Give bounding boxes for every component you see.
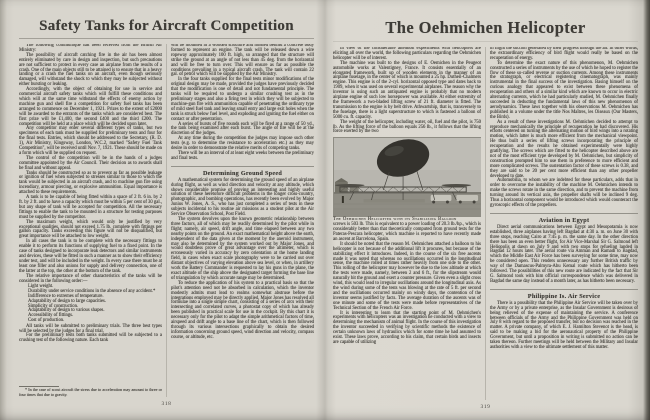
paragraph: The system devolves upon the known geometric relationship between three factors, all of which may be readily determined by the pilot while in flight; namely, air speed, drift angle, and time elapsed between any two nearby points on the ground. An exact mathematical height above the earth, independent of the data given at the moment by the aneroid instrument, may also be determined by the system worked out by Major Jones, and would doubtless prove of great advantage over the altimeter, which is erroneously varied in accuracy by zero orientation at the home landing field, in cases when exact scale photography were to be carried out over distant objectives of varying elevation above sea level, or when, in artillery work the Battery Commander is requested to lay his guns in the plane, the exact altitude of the ship above the designated target forming the base line of triangulation by which accurate range may be determined. xyxy=(171,217,314,281)
left-page-columns xyxy=(19,44,314,397)
paragraph: A series of bursts of five rounds each will be fired at a range of 50 yd., the tank being examined after each burst. The angle of fire will be at the discretion of the judges. xyxy=(171,121,314,137)
paragraph: Accessibility of fittings. xyxy=(28,313,74,319)
subheading-determining-ground-speed: Determining Ground Speed xyxy=(202,169,283,177)
paragraph: At any time during the competition the judges may impose such other tests (e.g. to determine the resistance to acceleration etc.) as they may desire in order to demonstrate the relative merits of competing tanks. xyxy=(171,136,314,152)
section-philippine-air-service xyxy=(490,289,638,300)
paragraph-continuation xyxy=(333,223,481,243)
paragraph: For the preliminary tests both tanks submitted will be subjected to a crushing test of the following nature. Each tank xyxy=(19,333,162,344)
paragraph-group xyxy=(19,325,162,345)
paragraph: As a result of these investigations M. Oehmichen decided to attempt to reproduce mechanically the principle of recuperation he had discovered. His efforts centered on turning the alternating motion of bird wings into a rotating motion, which latter is much more efficient from the mechanical viewpoint. He thus built a series of lifting screws incorporating the principle of recuperation and the results he obtained experimentally were highly gratifying. The screws which are fitted to the helicopter described above are not of the most efficient type developed by M. Oehmichen, but simplicity of construction prompted him to use them in preference to more efficient and more complicated screws. The sustentation factor of these screws is 0.38, and they are said to be 20 per cent more efficient than any other propeller developed to date. xyxy=(490,119,638,179)
paragraph-group xyxy=(490,62,638,209)
paragraph-continuation xyxy=(490,47,638,62)
paragraph-group xyxy=(333,47,481,135)
paragraph: In the four tanks supplied for the final tests minor modifications of the original design may be made, provided the judges have previously decided that the modification is one of detail and not fundamental principle. The tanks will be required to undergo a similar crushing test as in the preliminary stages and also a firing test in which they will be subjected to machine-gun fire with ammunition capable of penetrating the ordinary type of mild steel fuel tank and leaving small entry and large exit holes when the tank is struck below fuel level, and exploding and igniting the fuel either on contact or after penetration. xyxy=(171,77,314,122)
paragraph: will be mounted in a wooden structure and hoisted behind a concrete body formed to represent an engine. The tank will be released down a wire ropeway approximately 100 ft. high, so arranged that the structure will strike the ground at an angle of not less than 45 deg. from the horizontal and will be free to turn over. This will ensure as far as possible the conditions prevailing in a typical aircraft crash. The tank will contain 22 gal. of petrol which will be supplied by the Air Ministry. xyxy=(171,44,314,78)
section-determining-ground-speed xyxy=(171,166,314,177)
lifting-screw-right xyxy=(442,184,472,187)
paragraph: Automobilia, to whom we are indebted for these particulars, adds that in order to overcome the instability of the machine M. Oehmichen intends to make the screws rotate in the same direction, and to prevent the machine from turning around its vertical axis, the propeller shafts will be inclined 9 deg. Thus a horizontal component would be introduced which would counteract the gyroscopic effects of the propellers. xyxy=(490,178,638,208)
photo-person xyxy=(342,196,344,203)
page-right xyxy=(333,7,638,410)
lifting-screw-left xyxy=(335,184,365,187)
right-page-column-2 xyxy=(485,47,638,400)
paragraph: The relative importance of other characteristics of the tanks will be considered in the following order:— xyxy=(19,273,162,284)
title-rule xyxy=(333,41,638,42)
paragraph: A tank is to be capable of being fitted within a space of 2 ft. 6 in. by 2 ft. by 2 ft. and to have a capacity which must be within 5 per cent of 30 gal., but any shape of tank will be accepted for competition. All the necessary fittings to enable the tank to be mounted in a structure for testing purposes must be supplied by the competitor. xyxy=(19,195,162,220)
paragraph-continuation xyxy=(171,44,314,78)
subheading-philippine-air-service: Philippine Is. Air Service xyxy=(527,292,601,300)
paragraph: Accordingly, with the object of obtaining for use in service and commercial aircraft safety tanks which will fulfill these conditions and which will at the same time withstand the effects of enemy action by machine gun and shell fire a competition for safety fuel tanks has been arranged to commence on December 1, 1921. Prizes to the extent of £2000 will be awarded to the entrants of the tanks which are considered best. The first prize will be £1,400, the second £400 and the third £200. The competition will be held at a place which will be decided upon later. xyxy=(19,87,162,127)
paragraph: The possibility of aircraft catching fire in the air has been almost entirely eliminated by care in design and inspection, but such precautions are not sufficient to protect in every case an airplane from the results of a crash. One of the main objects still to be attained is to ensure that in a heavy landing or a crash the fuel tanks on an aircraft, even though seriously damaged, will withstand the shock to which they may be subjected without either bursting or leaking. xyxy=(19,52,162,88)
paragraph: There is a possibility that the Philippine Air Service will be taken over by the Army or by a private enterprise, as the Insular Government is desirous of being relieved of the expense of maintaining the service. A conference between officials of the Army and the Philippine Government was held on July 8 with regard to the proposed transfer, but no decision was reached in the matter. A private company, of which E. J. Hamilton Stevenot is the head, is said to be making a bid for the aeronautical property of the Philippine Government, but until a proposition in writing is submitted no action can be taken thereon. Further meetings will be held between the Military and Insular authorities with a view to the ultimate settlement of this matter. xyxy=(490,300,638,350)
paragraph: Adaptability of design to various shapes. xyxy=(28,308,105,314)
paragraph: Cost of production. xyxy=(28,318,65,324)
paragraph: screws is 503 lb. This is equivalent to a power loading of 20.3 lb./hp., which is considerably better than that theoretically computed from ground tests for the Pateras-Pescara helicopter, which machine is reported to have recently made an ascent at Barcelona, Spain. xyxy=(333,222,481,242)
paragraph: Indifference to extremes of temperature. xyxy=(28,293,104,299)
paragraph-group xyxy=(490,302,638,351)
paragraph: To determine the exact nature of this phenomenon, M. Oehmichen constructed a series of instruments by the use of which he hoped to register the flow of these so-called reverse or suction currents. Among these instruments the stratograph, or electrical registering cinematograph, was mainly instrumental in the final success of the investigation. Basing himself on the curious analogy that appeared to exist between these phenomena of recuperation and others of a similar kind which are known to occur in electric alternating currents, which he had particularly studied, M. Oehmichen finally succeeded in deducting the fundamental laws of this new phenomenon of aerodynamics. These laws together with his observations M. Oehmichen has published in a volume under the title Nos Maîtres, les Oiseaux (Our Masters, the Birds). xyxy=(490,60,638,120)
paragraph: The following communique has been received from the British Air Ministry: xyxy=(19,44,162,53)
paragraph: Light weight. xyxy=(28,283,54,289)
paragraph: Any competitor may enter several different types of tanks, but two specimens of each tank must be supplied for preliminary tests and four for the final tests. Entries, which should be addressed to the Secretary, (R. D. 1), Air Ministry, Kingsway, London, W.C.2, marked "Safety Fuel Tank Competition", will be received until Nov. 7, 1921. These should be made on a form which will be supplied on request. xyxy=(19,126,162,156)
paragraph: Simplicity of construction. xyxy=(28,303,79,309)
paragraph: The maximum weight, which would only be justified by very exceptional qualities, should not exceed 1.75 lb. complete with fittings per gallon capacity. Tanks exceeding this figure will not be disqualified, but great importance will be attached to low weight. xyxy=(19,219,162,240)
paragraph: To reduce the application of his system to a practical basis so that the pilot's attention need not be absorbed in calculation, which the inventor modestly admits must lead to realms somewhat abstruse before the integrations employed may be directly applied, Major Jones has resolved all formulae into a single simple chart, consisting of a series of arcs with their intersecting and correlated curves, a photostat copy of which has already been published in practical scale for use in the cockpit. By this chart it is necessary only for the pilot to adapt the simple arithmetical factors of time, airspeed and drift angle to a base line of the chart, which is then followed through its various intersections graphically to obtain the desired information concerning ground speed, wind direction and velocity, compass course, or altitude, etc. xyxy=(171,280,314,340)
left-page-column-1 xyxy=(19,44,162,397)
right-page-column-1 xyxy=(333,47,481,400)
paragraph: Tanks should be constructed so as to prevent as far as possible leakage or ignition of fuel when subjected to stresses similar to those to which the tank would be subjected in an aircraft crash, and to machine gun fire using incendiary, armour piercing, or explosive ammunition. Equal importance is attached to these requirements. xyxy=(19,170,162,196)
footnote-text: * In the case of scout aircraft the stress due to acceleration may amount to three or four times that due to gravity. xyxy=(19,387,162,397)
article-title-safety-tanks: Safety Tanks for Aircraft Competition xyxy=(39,18,294,34)
page-number-left: 318 xyxy=(161,401,172,407)
paragraph: The machine was built to the designs of E. Oemichen in the Peugeot automobile works at Valentigney, France. It consists essentially of an elongated framework, built up of wooden elements in the manner of an airplane fuselage, in the center of which is mounted a 25 hp. Dutheil-Chalmers engine. This engine is of the 2-cyl. horizontal opposed type and dates back to 1909, when it was used on several experimental airplanes. The reason why the inventor is using such an antiquated engine is probably that no modern airplane engine of such low horsepower was available. At either extremity of the framework a two-bladed lifting screw of 21 ft. diameter is fitted. The transmission to the engine is by belt drive. Athwartship, that is, transversely to the fuselage, there is a light superstructure to which is fastened a balloon of 5000 cu. ft. capacity. xyxy=(333,60,481,120)
paragraph: Direct aerial communications between Egypt and Mesopotamia is now established, three airplanes having left Bagdad at 4:30 a. m. on June 30 with three stops, reaching Cairo at 7:45 p. m. the same day. In the other direction there has been an even better flight, for Air Vice-Marshal Sir G. Salmond left Heliopolis at dawn on July 9 and with two stops for refueling landed in Bagdad 12 hours later. The aerial route via Amman and Ramadi to Bagdad, which the Middle East Air Force has been surveying for some time, may now be considered open. This renders unnecessary any further British traffic by way of the Damascus-Palmyra-Abu Kemal route which has hitherto been followed. The possibilities of this new route are indicated by the fact that Sir G. Salmond took with him official correspondence which was delivered in Bagdad the same day instead of a month later, as has hitherto been necessary. xyxy=(490,224,638,284)
page-left xyxy=(19,7,314,407)
paragraph: It should be noted that the reason M. Oehmichen attached a balloon to his helicopter is not because of the additional lift it procures, but because of the stabilizing effect it introduces. Indeed, in the course of the six free ascents made it was noted that whereas no oscillations occurred in the longitudinal sense, the machine rolled at times rather heavily from one side to the other. This rolling of the helicopter may however be due to the low altitude at which the tests were made, namely, between 2 and 6 ft., for the slipstream would naturally hit the ground and exert a counter pressure. Given even a slight cross wind, this would lead to irregular oscillations around the longitudinal axis. As the wind during some of the tests was blowing at the rate of 5 ft. per second and the oscillations occurred mainly on windy days, the contention of the inventor seems justified by facts. The average duration of the ascents was of one minute and some of the tests were made before representatives of the Technical Section of the French Air Force. xyxy=(333,241,481,311)
paragraph-group xyxy=(171,179,314,341)
helicopter-photo xyxy=(333,137,481,217)
paragraph: Durability under service conditions in the absence of any accident.* xyxy=(28,288,156,294)
paragraph: In all cases the tank is to be complete with the necessary fittings to enable it to perform its functions of supplying fuel to a fixed point. In the case of tanks designed to incorporate leak detectors and similar instruments and devices, these will be fitted in such a manner as to show their efficiency under test, and will be included in the weight. In every case there must be at least one filler and also unions for supply and delivery connection, one of the latter at the top, the other at the bottom of the tank. xyxy=(19,239,162,274)
photo-caption: The Oehmichen Helicopter with its Stabilizing Balloon xyxy=(333,217,457,223)
paragraph: In view of the considerable attention experiments with helicopters are eliciting all over the world, the following particulars regarding the Oehmichen helicopter will be of interest. xyxy=(333,47,481,61)
paragraph: It is interesting to learn that the starting point of M. Oehmichen's experiments with helicopters was an investigation he conducted with a view to determining the mechanism of animal flight. In the course of this investigation the inventor succeeded in verifying by scientific methods the existence of certain unknown laws of hydraulics which for some time he had assumed to exist. These laws prove, according to his claim, that certain birds and insects are capable of utilizing xyxy=(333,310,481,345)
right-page-columns xyxy=(333,47,638,400)
paragraph-group xyxy=(171,78,314,161)
left-page-column-2 xyxy=(166,44,314,397)
title-rule xyxy=(19,38,314,39)
subheading-aviation-in-egypt: Aviation in Egypt xyxy=(538,216,590,224)
paragraph-group xyxy=(333,243,481,346)
paragraph-group xyxy=(19,44,162,284)
paragraph: Adaptability of design to large capacities. xyxy=(28,298,107,304)
paragraph-group xyxy=(490,226,638,285)
article-title-oehmichen-helicopter: The Oehmichen Helicopter xyxy=(385,18,586,37)
paragraph: A mathematical system for determining the ground speed of an airplane during flight, as well as wind direction and velocity at any altitude, which shows considerable promise of proving an interesting and highly useful solution of these heretofore difficult problems in the longer cross-country, photographic, and bombing operations, has recently been evolved by Major Junius W. Jones, A. S., who has just completed a series of tests in these subjects incidental to his routine air missions as a student pilot at the Air Service Observation School, Post Field. xyxy=(171,177,314,218)
characteristics-list xyxy=(19,285,162,324)
paragraph: in flight the suction generated by their progress through the air. In other words, the extraordinary efficiency of bird flight would really be based on the recuperation of energy. xyxy=(490,47,638,61)
page-number-right: 319 xyxy=(480,404,491,410)
paragraph: The weight of the helicopter, including water, oil, fuel and the pilot, is 750 lb. As the lifting force of the balloon equals 256 lb., it follows that the lifting force exerted by the two xyxy=(333,119,481,135)
section-aviation-in-egypt xyxy=(490,213,638,224)
paragraph: All tanks will be submitted to preliminary trials. The three best types will be selected by the judges for a final trial. xyxy=(19,323,162,334)
footnote-block xyxy=(19,383,162,397)
paragraph: The control of the competition will be in the hands of a judges committee appointed by the Air Council. Their decision as to awards shall be final and without appeal. xyxy=(19,155,162,171)
paragraph: There will be an interval of at least eight weeks between the preliminary and final tests. xyxy=(171,150,314,161)
